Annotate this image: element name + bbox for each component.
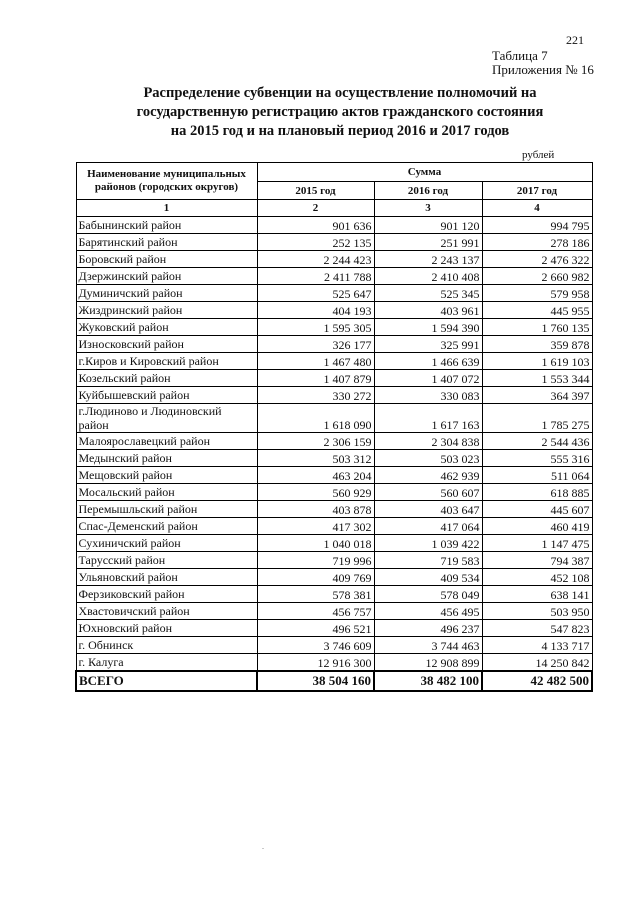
value-2017: 794 387 (482, 552, 592, 569)
table-row (76, 586, 592, 603)
value-2016: 417 064 (374, 518, 482, 535)
table-label: Таблица 7 (492, 48, 548, 63)
value-2016: 1 594 390 (374, 319, 482, 336)
table-row (76, 370, 592, 387)
value-2016: 456 495 (374, 603, 482, 620)
value-2016: 503 023 (374, 450, 482, 467)
value-2017: 1 147 475 (482, 535, 592, 552)
district-name: г.Людиново и Людиновский район (76, 404, 257, 433)
value-2016: 325 991 (374, 336, 482, 353)
table-row (76, 654, 592, 672)
district-name: Малоярославецкий район (76, 433, 257, 450)
column-number: 2 (257, 200, 374, 217)
district-name: Перемышльский район (76, 501, 257, 518)
value-2015: 3 746 609 (257, 637, 374, 654)
value-2017: 359 878 (482, 336, 592, 353)
subsidy-table (75, 162, 593, 692)
value-2015: 1 407 879 (257, 370, 374, 387)
value-2016: 403 647 (374, 501, 482, 518)
document-title (60, 84, 620, 141)
value-2017: 2 660 982 (482, 268, 592, 285)
table-row (76, 467, 592, 484)
table-row (76, 319, 592, 336)
value-2016: 409 534 (374, 569, 482, 586)
value-2017: 579 958 (482, 285, 592, 302)
value-2015: 456 757 (257, 603, 374, 620)
value-2017: 994 795 (482, 217, 592, 234)
value-2015: 1 595 305 (257, 319, 374, 336)
value-2017: 618 885 (482, 484, 592, 501)
value-2016: 251 991 (374, 234, 482, 251)
table-row (76, 353, 592, 370)
table-row (76, 484, 592, 501)
column-number: 1 (76, 200, 257, 217)
value-2015: 12 916 300 (257, 654, 374, 672)
column-number: 3 (374, 200, 482, 217)
value-2016: 1 617 163 (374, 404, 482, 433)
value-2017: 364 397 (482, 387, 592, 404)
page-number: 221 (566, 33, 584, 47)
district-name: Спас-Деменский район (76, 518, 257, 535)
total-label: ВСЕГО (76, 671, 257, 691)
column-number-row (76, 200, 592, 217)
value-2016: 3 744 463 (374, 637, 482, 654)
table-row (76, 234, 592, 251)
district-name: Барятинский район (76, 234, 257, 251)
value-2016: 2 410 408 (374, 268, 482, 285)
value-2015: 1 040 018 (257, 535, 374, 552)
district-name: Куйбышевский район (76, 387, 257, 404)
value-2015: 330 272 (257, 387, 374, 404)
value-2016: 462 939 (374, 467, 482, 484)
value-2016: 496 237 (374, 620, 482, 637)
value-2016: 1 407 072 (374, 370, 482, 387)
value-2017: 503 950 (482, 603, 592, 620)
district-name: Медынский район (76, 450, 257, 467)
unit-label: рублей (522, 149, 555, 161)
value-2017: 452 108 (482, 569, 592, 586)
appendix-label: Приложения № 16 (492, 62, 594, 77)
district-name: г. Обнинск (76, 637, 257, 654)
district-name: Думиничский район (76, 285, 257, 302)
total-2017: 42 482 500 (482, 671, 592, 691)
district-name: Козельский район (76, 370, 257, 387)
scan-mark: . (262, 842, 264, 851)
district-name: Жуковский район (76, 319, 257, 336)
table-row (76, 268, 592, 285)
district-name: Дзержинский район (76, 268, 257, 285)
value-2015: 463 204 (257, 467, 374, 484)
value-2016: 1 039 422 (374, 535, 482, 552)
total-row (76, 671, 592, 691)
column-number: 4 (482, 200, 592, 217)
value-2015: 719 996 (257, 552, 374, 569)
value-2016: 719 583 (374, 552, 482, 569)
table-row (76, 302, 592, 319)
district-name: Юхновский район (76, 620, 257, 637)
table-row (76, 251, 592, 268)
district-name: Бабынинский район (76, 217, 257, 234)
value-2017: 555 316 (482, 450, 592, 467)
table-row (76, 387, 592, 404)
header-year-2015: 2015 год (257, 182, 374, 200)
value-2015: 503 312 (257, 450, 374, 467)
value-2016: 901 120 (374, 217, 482, 234)
value-2015: 403 878 (257, 501, 374, 518)
value-2017: 2 476 322 (482, 251, 592, 268)
title-line: государственную регистрацию актов гражданского состояния (136, 104, 544, 120)
value-2016: 403 961 (374, 302, 482, 319)
district-name: г. Калуга (76, 654, 257, 672)
value-2017: 278 186 (482, 234, 592, 251)
table-row (76, 637, 592, 654)
value-2017: 1 619 103 (482, 353, 592, 370)
value-2017: 511 064 (482, 467, 592, 484)
value-2015: 404 193 (257, 302, 374, 319)
district-name: Боровский район (76, 251, 257, 268)
value-2016: 578 049 (374, 586, 482, 603)
district-name: Ульяновский район (76, 569, 257, 586)
value-2016: 560 607 (374, 484, 482, 501)
district-name: Мещовский район (76, 467, 257, 484)
value-2015: 1 618 090 (257, 404, 374, 433)
value-2015: 496 521 (257, 620, 374, 637)
value-2015: 2 306 159 (257, 433, 374, 450)
title-line: Распределение субвенции на осуществление полномочий на (143, 85, 537, 101)
value-2015: 252 135 (257, 234, 374, 251)
value-2017: 1 760 135 (482, 319, 592, 336)
value-2017: 445 607 (482, 501, 592, 518)
value-2017: 1 785 275 (482, 404, 592, 433)
value-2015: 409 769 (257, 569, 374, 586)
district-name: Износковский район (76, 336, 257, 353)
value-2015: 578 381 (257, 586, 374, 603)
value-2016: 2 243 137 (374, 251, 482, 268)
table-row (76, 552, 592, 569)
table-row (76, 518, 592, 535)
total-2015: 38 504 160 (257, 671, 374, 691)
table-row (76, 620, 592, 637)
value-2015: 417 302 (257, 518, 374, 535)
value-2016: 1 466 639 (374, 353, 482, 370)
district-name: Тарусский район (76, 552, 257, 569)
value-2017: 547 823 (482, 620, 592, 637)
value-2016: 330 083 (374, 387, 482, 404)
table-row (76, 336, 592, 353)
header-name: Наименование муниципальных районов (городских округов) (76, 163, 257, 200)
district-name: Жиздринский район (76, 302, 257, 319)
value-2015: 2 411 788 (257, 268, 374, 285)
value-2017: 638 141 (482, 586, 592, 603)
value-2017: 14 250 842 (482, 654, 592, 672)
value-2015: 326 177 (257, 336, 374, 353)
value-2016: 12 908 899 (374, 654, 482, 672)
table-row (76, 569, 592, 586)
table-row (76, 535, 592, 552)
header-year-2016: 2016 год (374, 182, 482, 200)
value-2015: 525 647 (257, 285, 374, 302)
value-2017: 1 553 344 (482, 370, 592, 387)
value-2017: 4 133 717 (482, 637, 592, 654)
table-row (76, 603, 592, 620)
table-row (76, 217, 592, 234)
table-row (76, 285, 592, 302)
value-2017: 445 955 (482, 302, 592, 319)
value-2016: 525 345 (374, 285, 482, 302)
header-sum: Сумма (257, 163, 592, 182)
value-2017: 2 544 436 (482, 433, 592, 450)
title-line: на 2015 год и на плановый период 2016 и 2017 годов (170, 123, 510, 139)
table-row (76, 404, 592, 433)
table-row (76, 433, 592, 450)
value-2015: 560 929 (257, 484, 374, 501)
value-2017: 460 419 (482, 518, 592, 535)
value-2015: 2 244 423 (257, 251, 374, 268)
value-2015: 901 636 (257, 217, 374, 234)
district-name: г.Киров и Кировский район (76, 353, 257, 370)
district-name: Сухиничский район (76, 535, 257, 552)
value-2016: 2 304 838 (374, 433, 482, 450)
district-name: Ферзиковский район (76, 586, 257, 603)
district-name: Мосальский район (76, 484, 257, 501)
header-year-2017: 2017 год (482, 182, 592, 200)
district-name: Хвастовичский район (76, 603, 257, 620)
table-row (76, 501, 592, 518)
table-row (76, 450, 592, 467)
value-2015: 1 467 480 (257, 353, 374, 370)
total-2016: 38 482 100 (374, 671, 482, 691)
